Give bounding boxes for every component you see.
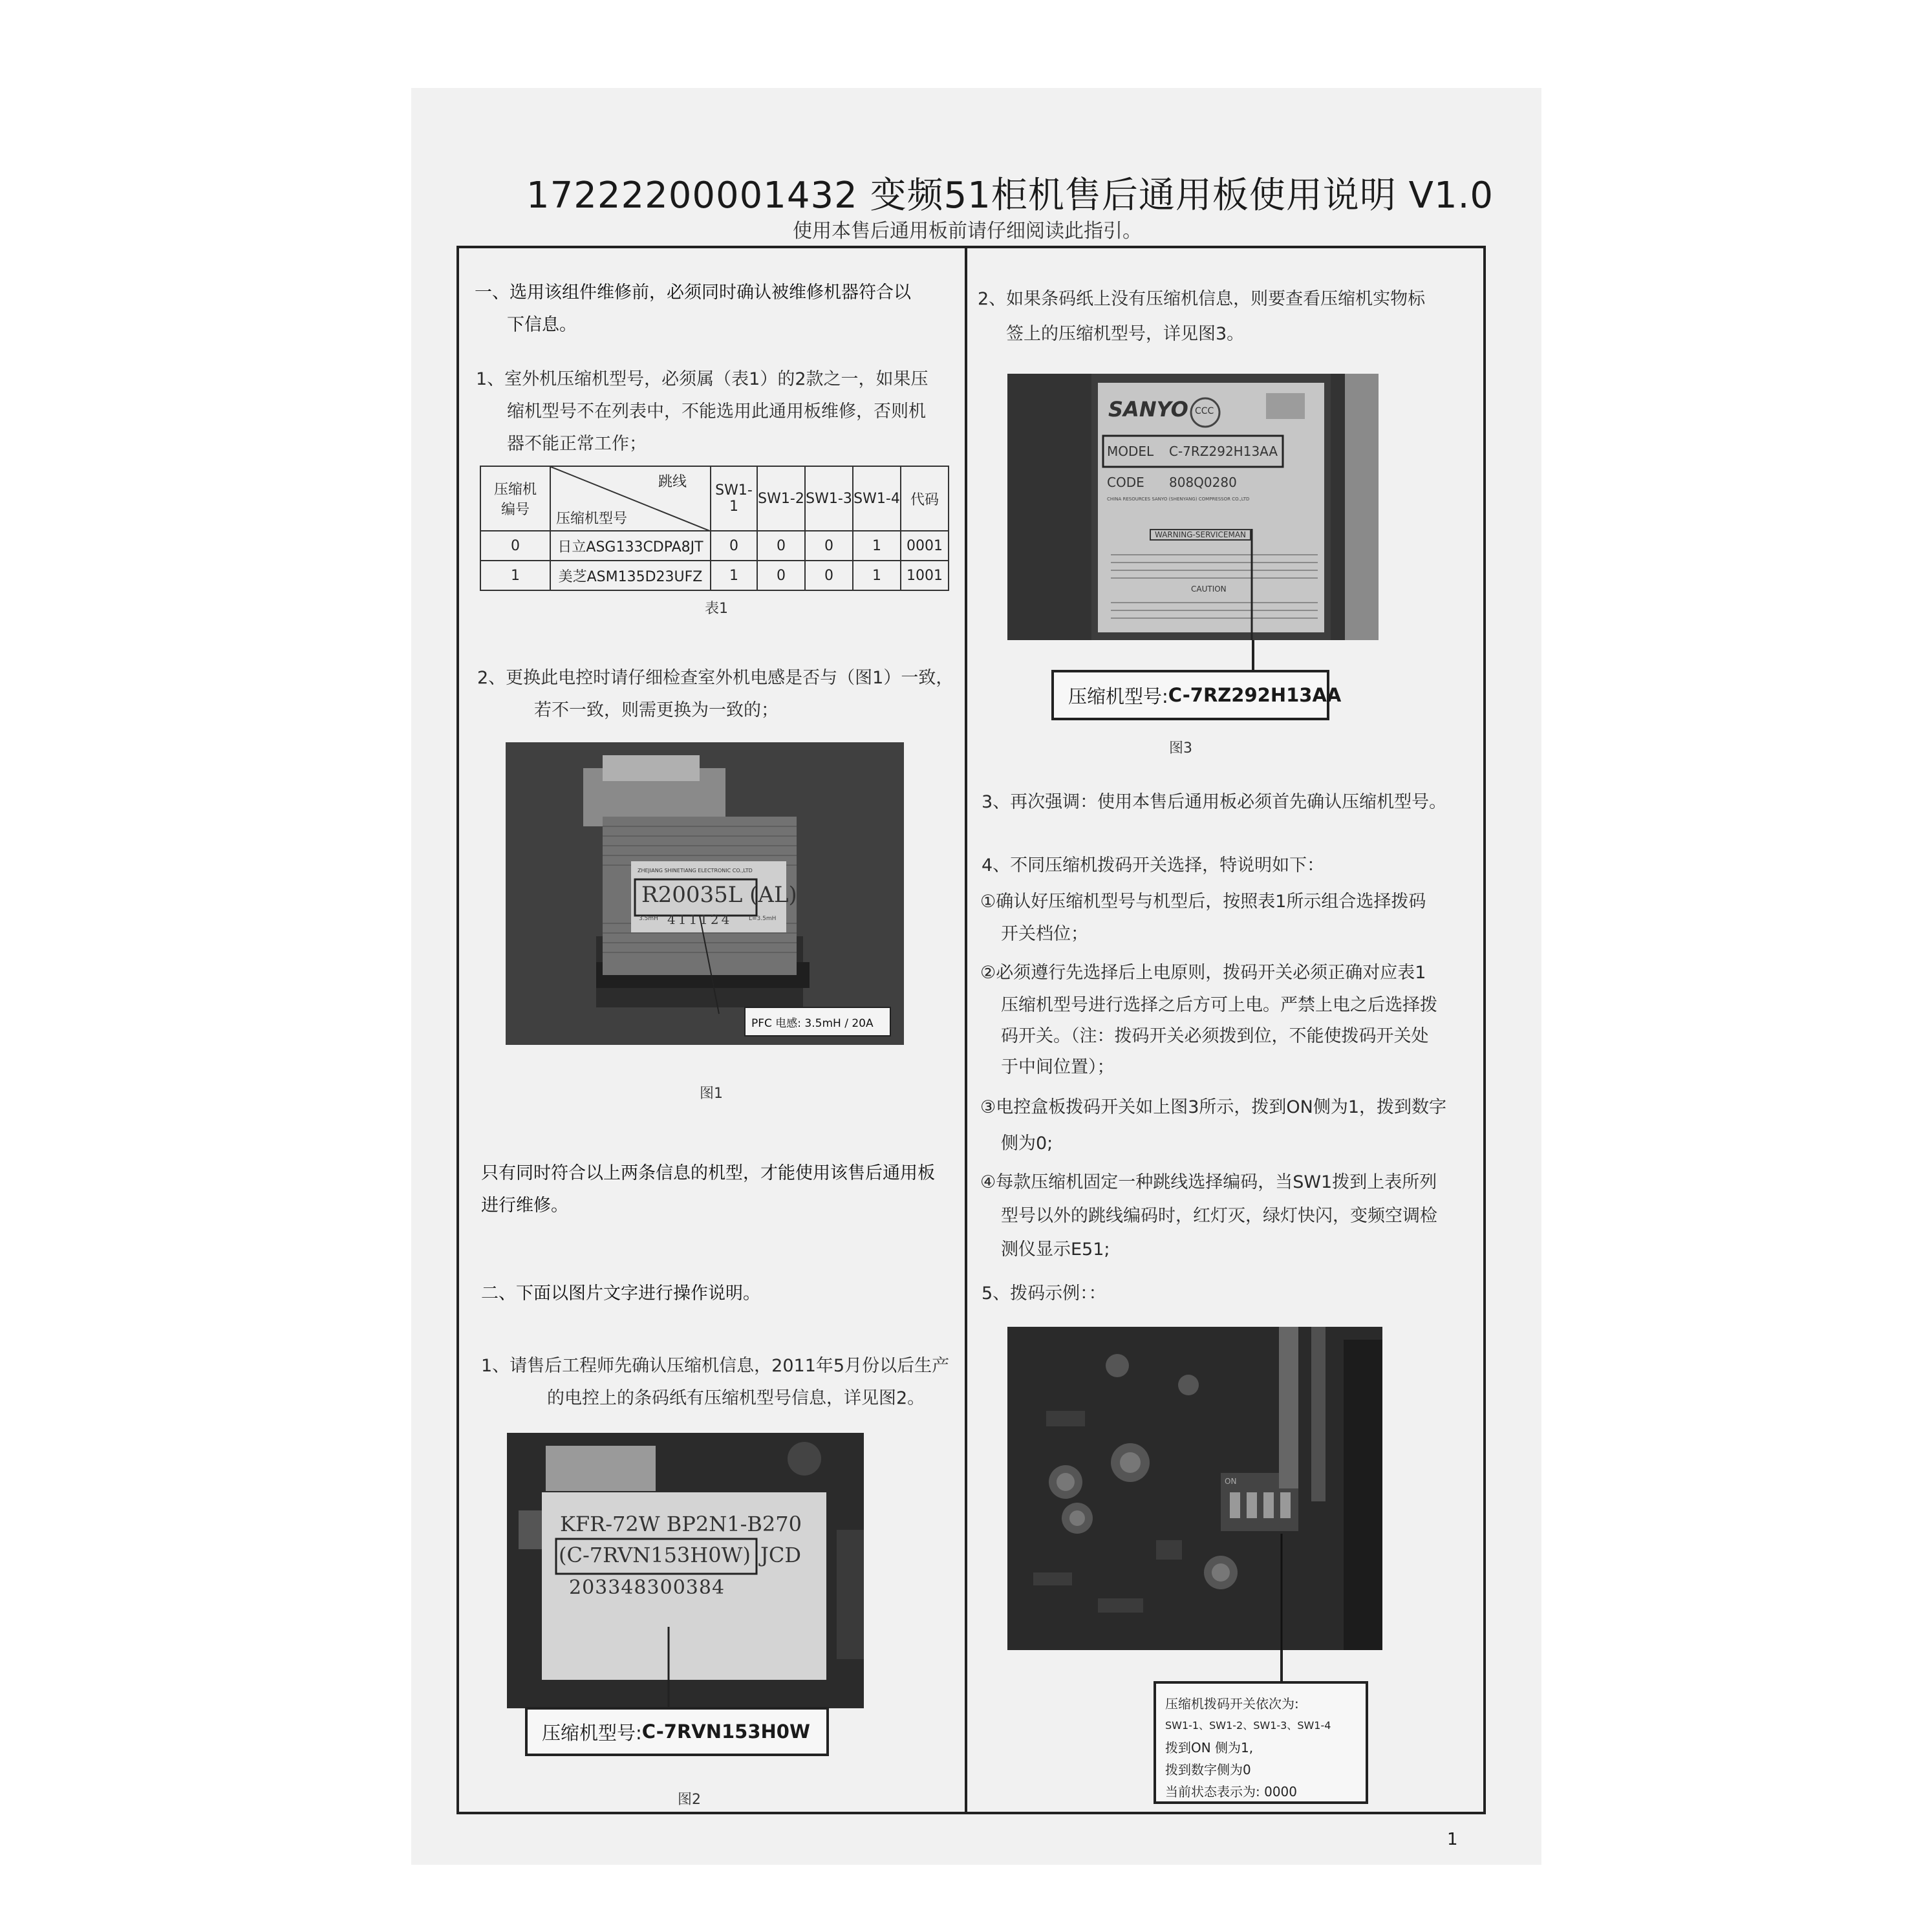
table-header-code: 代码 (901, 466, 949, 531)
pcb-illustration (1007, 1327, 1382, 1650)
table-cell-no: 0 (480, 531, 550, 561)
column-divider (965, 246, 967, 1814)
only-compatible-line-2: 进行维修。 (481, 1196, 568, 1216)
note-1-line-1: ①确认好压缩机型号与机型后，按照表1所示组合选择拨码 (980, 892, 1426, 912)
nameplate-warning: WARNING-SERVICEMAN (1150, 529, 1251, 541)
table-cell-sw: 0 (757, 561, 805, 590)
page-title: 17222200001432 变频51柜机售后通用板使用说明 V1.0 (526, 175, 1494, 217)
nameplate-model-value: C-7RZ292H13AA (1169, 444, 1278, 459)
table-header-sw1-1: SW1-1 (711, 466, 757, 531)
table-header-number-l2: 编号 (500, 502, 530, 518)
figure-3-caption: 图3 (1169, 740, 1192, 757)
nameplate-code-value: 808Q0280 (1169, 475, 1237, 490)
table-cell-sw: 0 (805, 561, 853, 590)
paragraph-6: 4、不同压缩机拨码开关选择，特说明如下： (982, 855, 1325, 875)
nameplate-code-label: CODE (1107, 475, 1144, 490)
label-line-2-model: (C-7RVN153H0W) (559, 1543, 751, 1567)
note-1-line-2: 开关档位； (1001, 924, 1088, 944)
table-header-row (480, 466, 949, 531)
sanyo-logo: SANYO (1108, 397, 1188, 422)
table-row (480, 531, 949, 561)
table-cell-sw: 0 (805, 531, 853, 561)
dip-callout-connector (1280, 1650, 1283, 1682)
paragraph-1-line-1: 1、室外机压缩机型号，必须属（表1）的2款之一，如果压 (476, 369, 928, 389)
table-cell-no: 1 (480, 561, 550, 590)
nameplate-illustration (1007, 374, 1379, 640)
pfc-inductance-tag: PFC 电感: 3.5mH / 20A (751, 1017, 874, 1030)
note-3-line-1: ③电控盒板拨码开关如上图3所示，拨到ON侧为1，拨到数字 (980, 1097, 1447, 1117)
pcb-on-marking: ON (1225, 1477, 1237, 1486)
section-1-heading-cont: 下信息。 (507, 315, 577, 335)
note-4-line-3: 测仪显示E51; (1001, 1240, 1110, 1260)
dip-callout-line-4: 拨到数字侧为0 (1165, 1762, 1251, 1777)
figure-3-model-callout (1051, 670, 1342, 720)
figure-2-model-callout (525, 1707, 829, 1756)
only-compatible-line-1: 只有同时符合以上两条信息的机型，才能使用该售后通用板 (481, 1163, 935, 1183)
dip-callout-line-2: SW1-1、SW1-2、SW1-3、SW1-4 (1165, 1719, 1331, 1732)
page-subtitle: 使用本售后通用板前请仔细阅读此指引。 (793, 220, 1142, 242)
table-header-model: 压缩机型号 (556, 511, 628, 527)
figure-2-caption: 图2 (678, 1792, 701, 1808)
paragraph-4-line-1: 2、如果条码纸上没有压缩机信息，则要查看压缩机实物标 (978, 289, 1426, 309)
ccc-mark: CCC (1195, 406, 1214, 416)
table-cell-code: 0001 (901, 531, 949, 561)
table-cell-sw: 1 (853, 531, 901, 561)
label-line-1: KFR-72W BP2N1-B270 (560, 1512, 802, 1536)
compressor-table (480, 466, 949, 591)
note-2-line-1: ②必须遵行先选择后上电原则，拨码开关必须正确对应表1 (980, 963, 1426, 983)
figure-3-compressor-photo (1007, 374, 1379, 640)
paragraph-3-line-1: 1、请售后工程师先确认压缩机信息，2011年5月份以后生产 (481, 1356, 950, 1376)
paragraph-7: 5、拨码示例：： (982, 1283, 1106, 1304)
section-2-heading: 二、下面以图片文字进行操作说明。 (481, 1283, 760, 1304)
paragraph-2-line-2: 若不一致，则需更换为一致的； (534, 700, 778, 720)
paragraph-4-line-2: 签上的压缩机型号，详见图3。 (1006, 324, 1245, 344)
table-cell-model: 日立ASG133CDPA8JT (550, 531, 711, 561)
dip-callout-line-1: 压缩机拨码开关依次为: (1165, 1696, 1299, 1712)
callout-connector (1252, 640, 1254, 671)
document-page (411, 88, 1541, 1865)
callout-model-value: C-7RVN153H0W (641, 1721, 810, 1743)
note-2-line-2: 压缩机型号进行选择之后方可上电。严禁上电之后选择拨 (1001, 995, 1437, 1015)
callout-prefix: 压缩机型号: (542, 1721, 642, 1744)
inductor-small-left: 3.5mH (639, 916, 658, 922)
note-4-line-2: 型号以外的跳线编码时，红灯灭，绿灯快闪，变频空调检 (1001, 1206, 1437, 1226)
table-header-number (480, 466, 550, 531)
table-cell-sw: 1 (853, 561, 901, 590)
inductor-small-right: L=3.5mH (749, 916, 777, 922)
table-row (480, 561, 949, 590)
section-1-heading: 一、选用该组件维修前，必须同时确认被维修机器符合以 (475, 283, 911, 303)
table-cell-sw: 1 (711, 561, 757, 590)
table-header-sw1-3: SW1-3 (805, 466, 853, 531)
table-1-caption: 表1 (705, 601, 728, 617)
figure-4-pcb-photo (1007, 1327, 1382, 1650)
label-line-3: 203348300384 (569, 1576, 725, 1599)
nameplate-caution: CAUTION (1191, 585, 1227, 594)
nameplate-maker: CHINA RESOURCES SANYO (SHENYANG) COMPRESSOR CO.,LTD (1107, 497, 1250, 502)
table-header-sw1-2: SW1-2 (757, 466, 805, 531)
table-header-number-l1: 压缩机 (493, 482, 537, 498)
note-4-line-1: ④每款压缩机固定一种跳线选择编码，当SW1拨到上表所列 (980, 1172, 1437, 1192)
page-number: 1 (1447, 1830, 1458, 1849)
table-cell-code: 1001 (901, 561, 949, 590)
paragraph-1-line-2: 缩机型号不在列表中，不能选用此通用板维修，否则机 (507, 402, 926, 422)
figure-1-inductor-photo (506, 742, 904, 1045)
paragraph-2-line-1: 2、更换此电控时请仔细检查室外机电感是否与（图1）一致， (477, 668, 954, 688)
callout-prefix: 压缩机型号: (1068, 685, 1168, 707)
paragraph-5: 3、再次强调：使用本售后通用板必须首先确认压缩机型号。 (982, 792, 1447, 812)
note-2-line-3: 码开关。（注：拨码开关必须拨到位，不能使拨码开关处 (1001, 1026, 1429, 1046)
dip-switch-callout (1154, 1681, 1368, 1804)
dip-callout-line-5: 当前状态表示为: 0000 (1165, 1784, 1297, 1799)
callout-model-value: C-7RZ292H13AA (1168, 684, 1342, 706)
dip-callout-line-3: 拨到ON 侧为1, (1165, 1740, 1254, 1755)
figure-1-caption: 图1 (700, 1086, 723, 1102)
table-header-jumper: 跳线 (658, 474, 687, 490)
table-cell-sw: 0 (757, 531, 805, 561)
nameplate-model-label: MODEL (1107, 444, 1154, 459)
paragraph-3-line-2: 的电控上的条码纸有压缩机型号信息，详见图2。 (547, 1388, 925, 1408)
inductor-maker-text: ZHEJIANG SHINETIANG ELECTRONIC CO.,LTD (638, 868, 753, 874)
table-header-sw1-4: SW1-4 (853, 466, 901, 531)
paragraph-1-line-3: 器不能正常工作； (507, 434, 647, 454)
label-line-2-suffix: JCD (760, 1543, 801, 1567)
table-cell-sw: 0 (711, 531, 757, 561)
inductor-number-text: 411124 (667, 912, 733, 927)
table-header-diagonal-cell (550, 466, 711, 531)
figure-2-label-photo (507, 1433, 864, 1708)
inductor-model-text: R20035L (AL) (641, 882, 797, 908)
note-3-line-2: 侧为0; (1001, 1133, 1053, 1154)
note-2-line-4: 于中间位置）； (1001, 1057, 1115, 1077)
label-illustration (507, 1433, 864, 1708)
table-cell-model: 美芝ASM135D23UFZ (550, 561, 711, 590)
